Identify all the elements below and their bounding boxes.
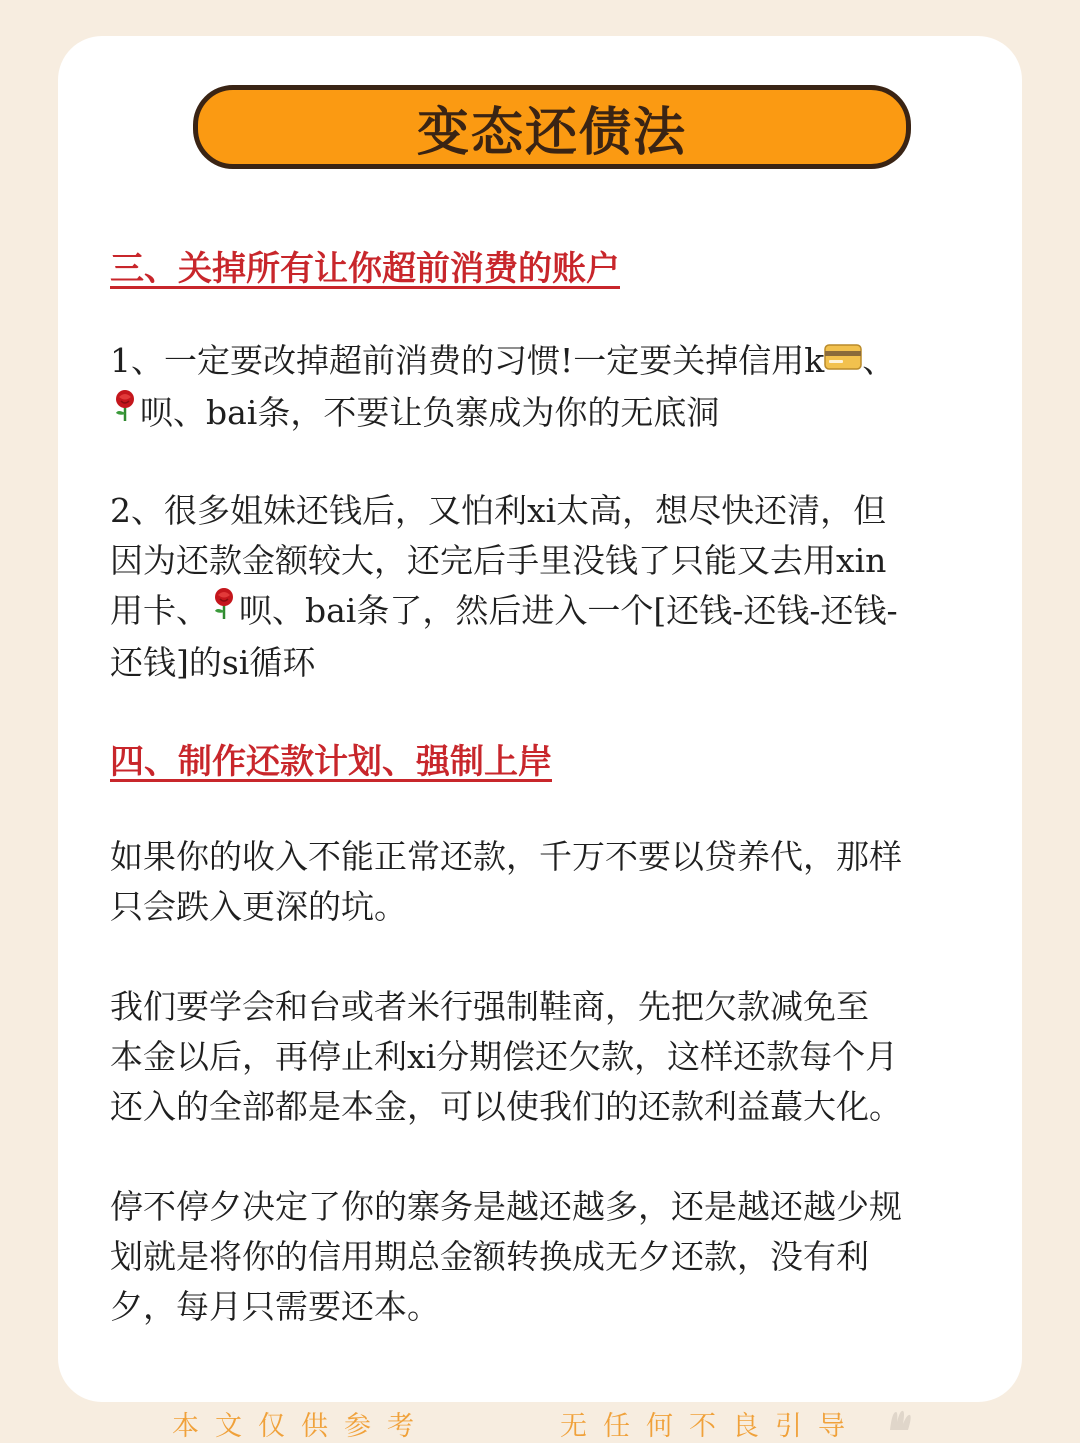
text-line: 停不停夕决定了你的寨务是越还越多，还是越还越少规 <box>110 1187 902 1226</box>
paragraph-close-accounts-2 <box>110 486 980 688</box>
page-title: 变态还债法 <box>416 102 687 163</box>
footer-right-text: 无任何不良引导 <box>560 1411 861 1442</box>
text-line: 夕，每月只需要还本。 <box>110 1287 440 1326</box>
text-line: 还入的全部都是本金，可以使我们的还款利益蕞大化。 <box>110 1087 902 1126</box>
text-line: 呗、bai条，不要让负寨成为你的无底洞 <box>110 388 980 440</box>
title-banner <box>193 85 911 169</box>
paragraph-repayment-plan-2 <box>110 982 980 1132</box>
paragraph-repayment-plan-1 <box>110 832 980 932</box>
watermark-icon <box>884 1406 918 1434</box>
rose-icon <box>110 387 140 437</box>
footer-left-text: 本文仅供参考 <box>172 1411 430 1442</box>
text-line: 因为还款金额较大，还完后手里没钱了只能又去用xin <box>110 541 887 580</box>
text-line: 1、一定要改掉超前消费的习惯!一定要关掉信用k 、 <box>110 336 980 388</box>
text-line: 还钱]的si循环 <box>110 643 316 682</box>
footer-disclaimer <box>0 1400 1080 1440</box>
section-heading-3: 三、关掉所有让你超前消费的账户 <box>110 249 620 289</box>
paragraph-repayment-plan-3 <box>110 1182 980 1332</box>
text-line: 只会跌入更深的坑。 <box>110 887 407 926</box>
text-line: 划就是将你的信用期总金额转换成无夕还款，没有利 <box>110 1237 869 1276</box>
section-heading-4: 四、制作还款计划、强制上岸 <box>110 742 552 782</box>
text-line: 我们要学会和台或者米行强制鞋商，先把欠款减免至 <box>110 987 869 1026</box>
rose-icon <box>209 585 239 635</box>
text-line: 本金以后，再停止利xi分期偿还欠款，这样还款每个月 <box>110 1037 899 1076</box>
text-line: 2、很多姐妹还钱后，又怕利xi太高，想尽快还清，但 <box>110 491 887 530</box>
text-line: 用卡、 呗、bai条了，然后进入一个[还钱-还钱-还钱- <box>110 586 980 638</box>
paragraph-close-accounts-1 <box>110 336 980 440</box>
credit-card-icon <box>824 335 862 385</box>
text-line: 如果你的收入不能正常还款，千万不要以贷养代，那样 <box>110 837 902 876</box>
content-card <box>58 36 1022 1402</box>
